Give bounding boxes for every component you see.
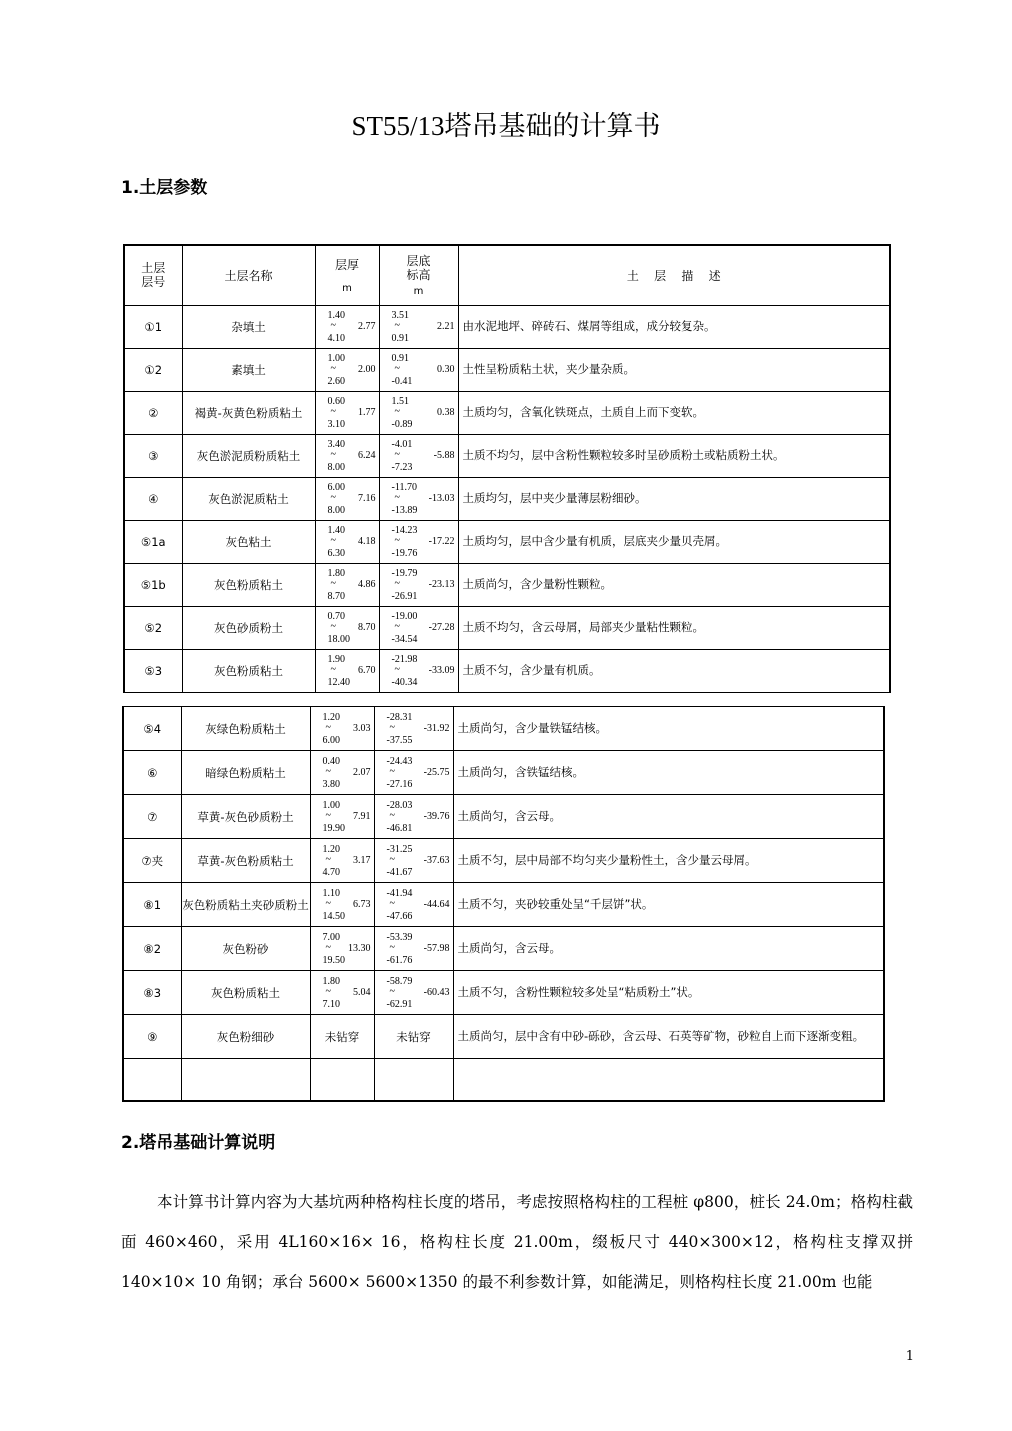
min-value: 1.40 bbox=[327, 525, 345, 536]
section-heading-explanation: 2.塔吊基础计算说明 bbox=[121, 1133, 276, 1153]
max-value: 4.10 bbox=[327, 333, 345, 344]
min-value: 1.20 bbox=[322, 843, 340, 855]
table-row bbox=[123, 839, 884, 883]
max-value: -0.41 bbox=[391, 376, 413, 387]
range-tilde: ~ bbox=[330, 449, 336, 460]
layer-no: ⑨ bbox=[123, 1015, 181, 1059]
layer-description: 土性呈粉质粘土状，夹少量杂质。 bbox=[458, 348, 890, 391]
elevation-range bbox=[374, 971, 453, 1015]
average-value: -33.09 bbox=[428, 665, 455, 676]
layer-description: 土质尚匀，含云母。 bbox=[453, 927, 884, 971]
layer-no: ⑤4 bbox=[123, 707, 181, 751]
range-tilde: ~ bbox=[389, 941, 395, 953]
max-value: -13.89 bbox=[391, 505, 418, 516]
header-description: 土 层 描 述 bbox=[458, 245, 890, 305]
min-value: 1.20 bbox=[322, 711, 340, 723]
layer-no: ⑧1 bbox=[123, 883, 181, 927]
average-value: 0.30 bbox=[437, 364, 455, 375]
layer-no: ①2 bbox=[124, 348, 182, 391]
average-value: 2.77 bbox=[358, 321, 376, 332]
average-value: -39.76 bbox=[423, 810, 450, 822]
min-value: -19.79 bbox=[391, 568, 418, 579]
max-value: -0.89 bbox=[391, 419, 413, 430]
layer-description: 土质均匀，含氧化铁斑点，土质自上而下变软。 bbox=[458, 391, 890, 434]
layer-description: 土质尚匀，含云母。 bbox=[453, 795, 884, 839]
layer-name: 褐黄-灰黄色粉质粘土 bbox=[182, 391, 315, 434]
max-value: -7.23 bbox=[391, 462, 413, 473]
average-value: 4.18 bbox=[358, 536, 376, 547]
elevation-range bbox=[379, 649, 458, 692]
average-value: -25.75 bbox=[423, 766, 450, 778]
max-value: 18.00 bbox=[327, 634, 350, 645]
thickness-range bbox=[310, 795, 374, 839]
layer-description: 土质均匀，层中含少量有机质，层底夹少量贝壳屑。 bbox=[458, 520, 890, 563]
max-value: 0.91 bbox=[391, 333, 409, 344]
elevation-range bbox=[379, 563, 458, 606]
thickness-range bbox=[315, 391, 379, 434]
table-row bbox=[123, 1015, 884, 1059]
min-value: -19.00 bbox=[391, 611, 418, 622]
table-row bbox=[123, 751, 884, 795]
header-bottom-elevation: 层底 标高 m bbox=[379, 245, 458, 305]
range-tilde: ~ bbox=[394, 363, 400, 374]
range-tilde: ~ bbox=[325, 941, 331, 953]
range-tilde: ~ bbox=[330, 664, 336, 675]
min-value: -28.31 bbox=[386, 711, 413, 723]
layer-description: 土质不匀，夹砂较重处呈“千层饼”状。 bbox=[453, 883, 884, 927]
table-row bbox=[123, 795, 884, 839]
elevation-range bbox=[379, 606, 458, 649]
table-row bbox=[124, 305, 890, 348]
range-tilde: ~ bbox=[325, 853, 331, 865]
average-value: 7.16 bbox=[358, 493, 376, 504]
min-value: 1.80 bbox=[327, 568, 345, 579]
thickness-range bbox=[310, 883, 374, 927]
body-paragraph: 本计算书计算内容为大基坑两种格构柱长度的塔吊，考虑按照格构柱的工程桩 φ800，桩长 24.0m；格构柱截面 460×460，采用 4L160×16× 16，格构柱长度 21.00m，缀板尺寸 440×300×12，格构柱支撑双拼 140×10× 10 角钢；承台 5600× 5600×1350 的最不利参数计算，如能满足，则格构柱长度 21.00m 也能 bbox=[121, 1193, 913, 1291]
max-value: -40.34 bbox=[391, 677, 418, 688]
range-tilde: ~ bbox=[330, 535, 336, 546]
max-value: 8.70 bbox=[327, 591, 345, 602]
elevation-range bbox=[374, 839, 453, 883]
average-value: 6.70 bbox=[358, 665, 376, 676]
average-value: 6.73 bbox=[353, 898, 371, 910]
layer-no: ⑦ bbox=[123, 795, 181, 839]
average-value: 0.38 bbox=[437, 407, 455, 418]
average-value: -27.28 bbox=[428, 622, 455, 633]
layer-name: 灰色淤泥质粘土 bbox=[182, 477, 315, 520]
table-row bbox=[124, 477, 890, 520]
layer-name: 杂填土 bbox=[182, 305, 315, 348]
average-value: -23.13 bbox=[428, 579, 455, 590]
thickness-range bbox=[310, 707, 374, 751]
average-value: 7.91 bbox=[353, 810, 371, 822]
min-value: -11.70 bbox=[391, 482, 417, 493]
average-value: 1.77 bbox=[358, 407, 376, 418]
layer-no: ④ bbox=[124, 477, 182, 520]
thickness-range bbox=[315, 434, 379, 477]
max-value: -26.91 bbox=[391, 591, 418, 602]
range-tilde: ~ bbox=[330, 492, 336, 503]
layer-no: ② bbox=[124, 391, 182, 434]
max-value: -27.16 bbox=[386, 778, 413, 790]
max-value: 4.70 bbox=[322, 866, 340, 878]
layer-name: 灰色粉质粘土 bbox=[182, 649, 315, 692]
table-row bbox=[124, 606, 890, 649]
thickness-range bbox=[315, 649, 379, 692]
average-value: -60.43 bbox=[423, 986, 450, 998]
layer-name: 灰色粉细砂 bbox=[181, 1015, 310, 1059]
min-value: 0.70 bbox=[327, 611, 345, 622]
thickness-range bbox=[315, 563, 379, 606]
elevation-range bbox=[374, 751, 453, 795]
max-value: 7.10 bbox=[322, 998, 340, 1010]
min-value: 6.00 bbox=[327, 482, 345, 493]
elevation-range bbox=[374, 795, 453, 839]
range-tilde: ~ bbox=[389, 985, 395, 997]
average-value: 2.21 bbox=[437, 321, 455, 332]
max-value: 14.50 bbox=[322, 910, 345, 922]
range-tilde: ~ bbox=[325, 721, 331, 733]
table-row bbox=[123, 883, 884, 927]
range-tilde: ~ bbox=[330, 363, 336, 374]
min-value: 7.00 bbox=[322, 931, 340, 943]
layer-name: 灰色粉质粘土 bbox=[181, 971, 310, 1015]
min-value: -21.98 bbox=[391, 654, 418, 665]
range-tilde: ~ bbox=[330, 406, 336, 417]
average-value: 2.00 bbox=[358, 364, 376, 375]
elevation-range bbox=[379, 477, 458, 520]
average-value: 4.86 bbox=[358, 579, 376, 590]
layer-name: 灰色淤泥质粉质粘土 bbox=[182, 434, 315, 477]
max-value: -46.81 bbox=[386, 822, 413, 834]
range-tilde: ~ bbox=[330, 621, 336, 632]
elevation-range bbox=[379, 434, 458, 477]
min-value: -41.94 bbox=[386, 887, 413, 899]
max-value: 3.80 bbox=[322, 778, 340, 790]
layer-description: 土质不均匀，含云母屑，局部夹少量粘性颗粒。 bbox=[458, 606, 890, 649]
layer-description: 土质尚匀，含少量粉性颗粒。 bbox=[458, 563, 890, 606]
max-value: 19.50 bbox=[322, 954, 345, 966]
table-row bbox=[123, 927, 884, 971]
range-tilde: ~ bbox=[325, 985, 331, 997]
layer-description: 土质尚匀，含少量铁锰结核。 bbox=[453, 707, 884, 751]
thickness-range bbox=[315, 477, 379, 520]
average-value: 3.03 bbox=[353, 722, 371, 734]
page-title: ST55/13塔吊基础的计算书 bbox=[351, 111, 661, 141]
average-value: 3.17 bbox=[353, 854, 371, 866]
layer-no: ⑤2 bbox=[124, 606, 182, 649]
thickness-range bbox=[310, 971, 374, 1015]
layer-name: 暗绿色粉质粘土 bbox=[181, 751, 310, 795]
layer-no: ③ bbox=[124, 434, 182, 477]
layer-name: 灰色粉砂 bbox=[181, 927, 310, 971]
header-thickness: 层厚 m bbox=[315, 245, 379, 305]
average-value: 6.24 bbox=[358, 450, 376, 461]
min-value: 1.00 bbox=[327, 353, 345, 364]
min-value: 0.60 bbox=[327, 396, 345, 407]
range-tilde: ~ bbox=[389, 765, 395, 777]
max-value: 8.00 bbox=[327, 505, 345, 516]
average-value: -57.98 bbox=[423, 942, 450, 954]
average-value: 8.70 bbox=[358, 622, 376, 633]
min-value: -24.43 bbox=[386, 755, 413, 767]
table-header-row bbox=[124, 245, 890, 305]
max-value: -47.66 bbox=[386, 910, 413, 922]
header-layer-no: 土层 层号 bbox=[124, 245, 182, 305]
range-tilde: ~ bbox=[389, 721, 395, 733]
layer-no: ⑤1a bbox=[124, 520, 182, 563]
min-value: 0.91 bbox=[391, 353, 409, 364]
table-row bbox=[123, 971, 884, 1015]
average-value: 13.30 bbox=[348, 942, 371, 954]
max-value: 8.00 bbox=[327, 462, 345, 473]
min-value: 0.40 bbox=[322, 755, 340, 767]
layer-no: ⑧3 bbox=[123, 971, 181, 1015]
average-value: -17.22 bbox=[428, 536, 455, 547]
range-tilde: ~ bbox=[394, 406, 400, 417]
average-value: 5.04 bbox=[353, 986, 371, 998]
layer-name: 草黄-灰色砂质粉土 bbox=[181, 795, 310, 839]
thickness-range bbox=[315, 305, 379, 348]
section-heading-soil: 1.土层参数 bbox=[121, 178, 208, 198]
range-tilde: ~ bbox=[389, 897, 395, 909]
max-value: -61.76 bbox=[386, 954, 413, 966]
layer-name: 灰色砂质粉土 bbox=[182, 606, 315, 649]
layer-description: 土质不匀，含少量有机质。 bbox=[458, 649, 890, 692]
average-value: -37.63 bbox=[423, 854, 450, 866]
layer-name: 灰绿色粉质粘土 bbox=[181, 707, 310, 751]
max-value: 3.10 bbox=[327, 419, 345, 430]
average-value: -31.92 bbox=[423, 722, 450, 734]
range-tilde: ~ bbox=[330, 320, 336, 331]
min-value: -14.23 bbox=[391, 525, 418, 536]
min-value: 1.00 bbox=[322, 799, 340, 811]
max-value: 2.60 bbox=[327, 376, 345, 387]
elevation-range bbox=[374, 883, 453, 927]
elevation-range bbox=[374, 707, 453, 751]
layer-description: 土质不匀，层中局部不均匀夹少量粉性土，含少量云母屑。 bbox=[453, 839, 884, 883]
table-row bbox=[124, 563, 890, 606]
average-value: -13.03 bbox=[428, 493, 455, 504]
range-tilde: ~ bbox=[325, 765, 331, 777]
range-tilde: ~ bbox=[394, 664, 400, 675]
layer-name: 灰色粉质粘土夹砂质粉土 bbox=[181, 883, 310, 927]
layer-no: ①1 bbox=[124, 305, 182, 348]
min-value: 3.51 bbox=[391, 310, 409, 321]
min-value: 1.90 bbox=[327, 654, 345, 665]
layer-name: 草黄-灰色粉质粘土 bbox=[181, 839, 310, 883]
min-value: -53.39 bbox=[386, 931, 413, 943]
min-value: 1.40 bbox=[327, 310, 345, 321]
min-value: -4.01 bbox=[391, 439, 413, 450]
max-value: 12.40 bbox=[327, 677, 350, 688]
thickness-range bbox=[315, 606, 379, 649]
elevation-range bbox=[379, 391, 458, 434]
thickness-range bbox=[310, 927, 374, 971]
thickness-range bbox=[310, 751, 374, 795]
layer-description: 由水泥地坪、碎砖石、煤屑等组成，成分较复杂。 bbox=[458, 305, 890, 348]
soil-table-part1 bbox=[123, 244, 891, 693]
average-value: -44.64 bbox=[423, 898, 450, 910]
min-value: 1.10 bbox=[322, 887, 340, 899]
table-row bbox=[124, 520, 890, 563]
max-value: -19.76 bbox=[391, 548, 418, 559]
range-tilde: ~ bbox=[325, 897, 331, 909]
layer-description: 土质不均匀，层中含粉性颗粒较多时呈砂质粉土或粘质粉土状。 bbox=[458, 434, 890, 477]
average-value: 2.07 bbox=[353, 766, 371, 778]
elevation-range bbox=[379, 520, 458, 563]
max-value: -62.91 bbox=[386, 998, 413, 1010]
table-row bbox=[124, 434, 890, 477]
page-number: 1 bbox=[905, 1349, 914, 1364]
min-value: -58.79 bbox=[386, 975, 413, 987]
elevation-range bbox=[379, 348, 458, 391]
min-value: -31.25 bbox=[386, 843, 413, 855]
range-tilde: ~ bbox=[325, 809, 331, 821]
range-tilde: ~ bbox=[389, 853, 395, 865]
table-row bbox=[124, 348, 890, 391]
layer-no: ⑥ bbox=[123, 751, 181, 795]
max-value: -37.55 bbox=[386, 734, 413, 746]
min-value: 1.51 bbox=[391, 396, 409, 407]
elevation-range bbox=[374, 927, 453, 971]
table-row bbox=[124, 649, 890, 692]
header-layer-name: 土层名称 bbox=[182, 245, 315, 305]
range-tilde: ~ bbox=[394, 621, 400, 632]
max-value: 19.90 bbox=[322, 822, 345, 834]
soil-table-part2 bbox=[122, 706, 885, 1102]
layer-name: 灰色粘土 bbox=[182, 520, 315, 563]
thickness-range bbox=[310, 839, 374, 883]
min-value: 1.80 bbox=[322, 975, 340, 987]
range-tilde: ~ bbox=[394, 535, 400, 546]
layer-description: 土质尚匀，层中含有中砂-砾砂，含云母、石英等矿物，砂粒自上而下逐渐变粗。 bbox=[453, 1015, 884, 1059]
elevation-value: 未钻穿 bbox=[374, 1015, 453, 1059]
min-value: -28.03 bbox=[386, 799, 413, 811]
thickness-value: 未钻穿 bbox=[310, 1015, 374, 1059]
range-tilde: ~ bbox=[394, 320, 400, 331]
layer-no: ⑤3 bbox=[124, 649, 182, 692]
layer-name: 灰色粉质粘土 bbox=[182, 563, 315, 606]
table-row bbox=[123, 707, 884, 751]
max-value: 6.30 bbox=[327, 548, 345, 559]
thickness-range bbox=[315, 348, 379, 391]
thickness-range bbox=[315, 520, 379, 563]
range-tilde: ~ bbox=[330, 578, 336, 589]
layer-description: 土质均匀，层中夹少量薄层粉细砂。 bbox=[458, 477, 890, 520]
range-tilde: ~ bbox=[394, 578, 400, 589]
max-value: -41.67 bbox=[386, 866, 413, 878]
layer-no: ⑤1b bbox=[124, 563, 182, 606]
max-value: 6.00 bbox=[322, 734, 340, 746]
layer-no: ⑧2 bbox=[123, 927, 181, 971]
range-tilde: ~ bbox=[394, 449, 400, 460]
table-row bbox=[124, 391, 890, 434]
layer-description: 土质尚匀，含铁锰结核。 bbox=[453, 751, 884, 795]
average-value: -5.88 bbox=[433, 450, 455, 461]
elevation-range bbox=[379, 305, 458, 348]
max-value: -34.54 bbox=[391, 634, 418, 645]
layer-no: ⑦夹 bbox=[123, 839, 181, 883]
table-row-empty bbox=[123, 1059, 884, 1101]
range-tilde: ~ bbox=[389, 809, 395, 821]
layer-name: 素填土 bbox=[182, 348, 315, 391]
min-value: 3.40 bbox=[327, 439, 345, 450]
layer-description: 土质不匀，含粉性颗粒较多处呈“粘质粉土”状。 bbox=[453, 971, 884, 1015]
range-tilde: ~ bbox=[394, 492, 400, 503]
